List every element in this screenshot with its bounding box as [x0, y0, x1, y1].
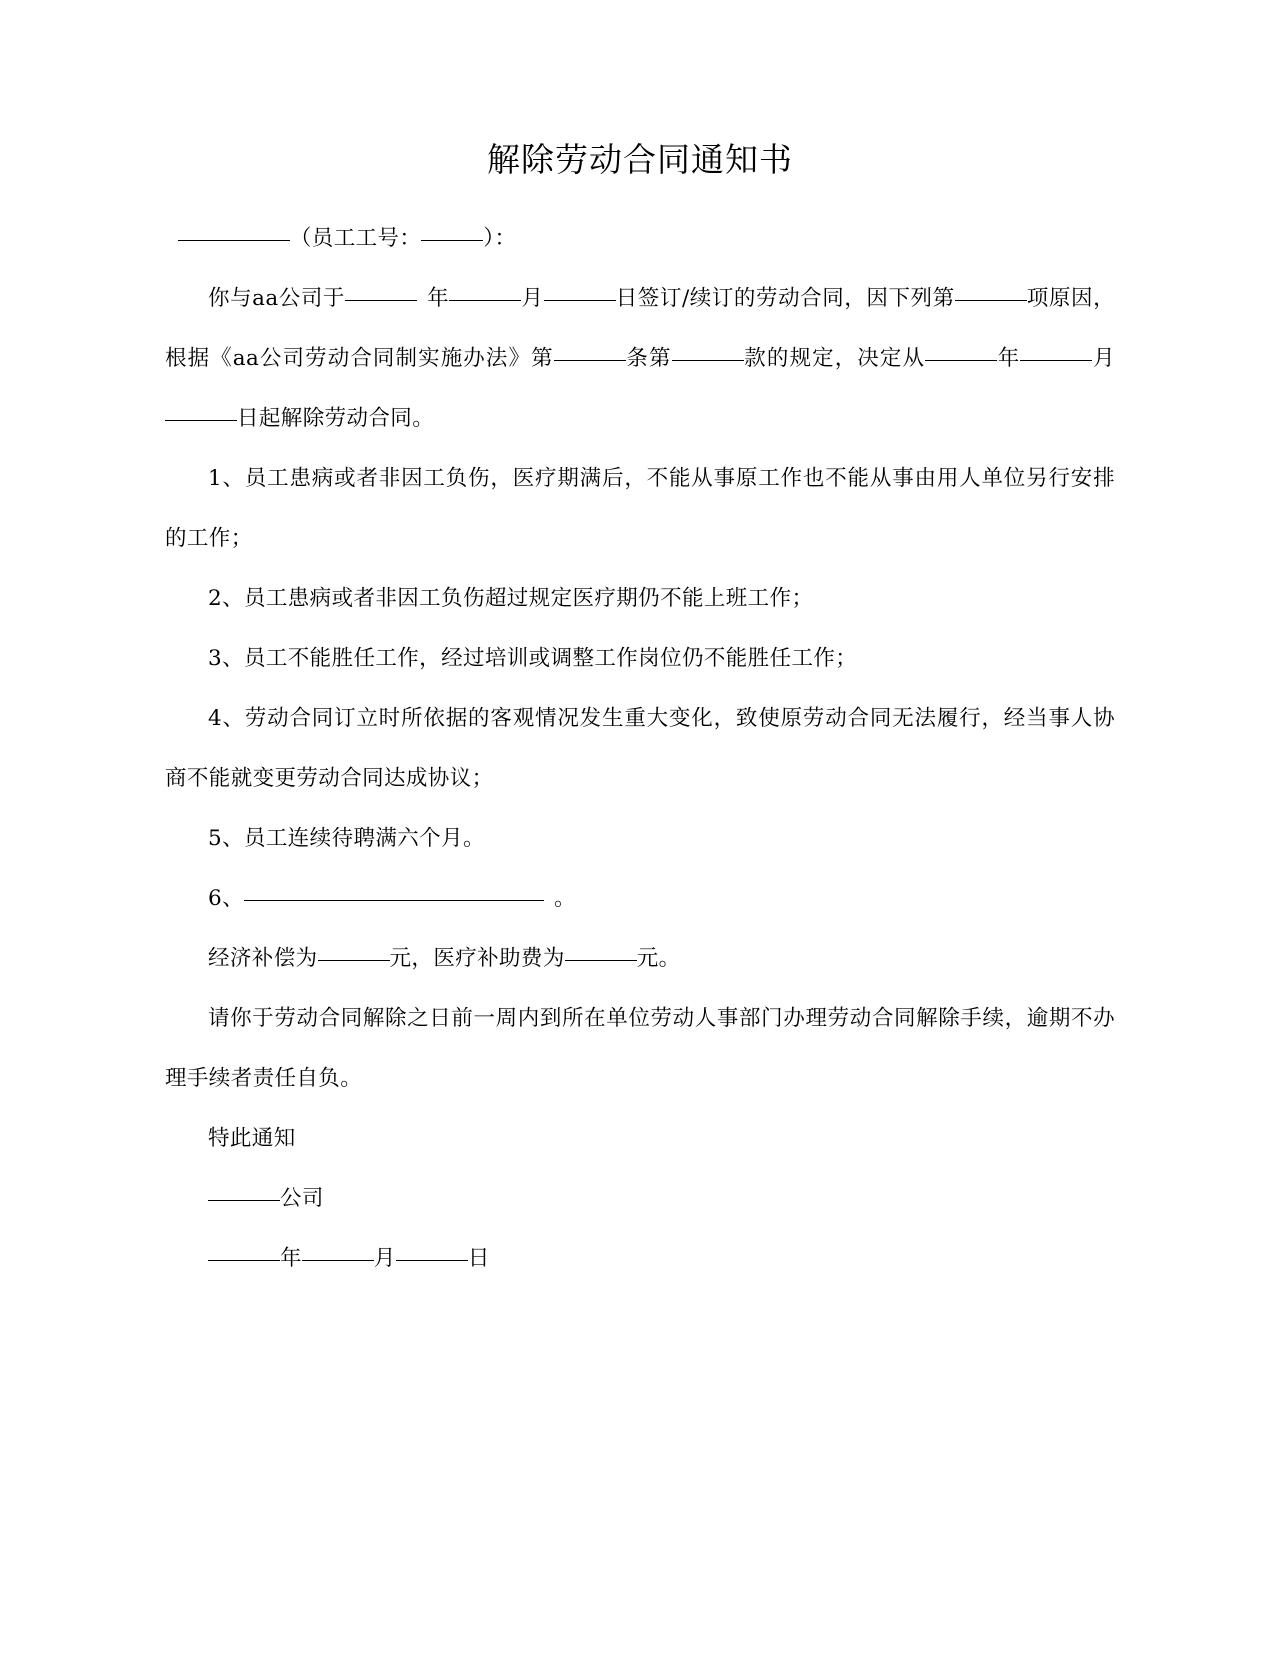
reason-item-3 [165, 629, 1115, 689]
intro-seg-8: 年 [997, 345, 1021, 371]
reason-number-6: 6、 [208, 885, 244, 911]
intro-seg-9: 月 [1092, 345, 1115, 371]
intro-seg-3: 月 [521, 285, 544, 311]
clause-number-blank[interactable] [672, 360, 744, 361]
company-signature-line [165, 1169, 1115, 1229]
intro-seg-4: 日签订/续订的劳动合同，因下列第 [615, 285, 955, 311]
intro-seg-10: 日起解除劳动合同。 [237, 405, 435, 431]
medical-subsidy-blank[interactable] [565, 960, 637, 961]
contract-month-blank[interactable] [449, 300, 521, 301]
compensation-line [165, 929, 1115, 989]
terminate-year-blank[interactable] [925, 360, 997, 361]
reason-text-3: 员工不能胜任工作，经过培训或调整工作岗位仍不能胜任工作； [243, 645, 858, 671]
compensation-seg-1: 经济补偿为 [208, 945, 318, 971]
reason-item-5 [165, 809, 1115, 869]
signature-day-label: 日 [467, 1245, 490, 1271]
signature-date-line [165, 1229, 1115, 1289]
company-name-blank[interactable] [208, 1200, 280, 1201]
company-suffix: 公司 [280, 1185, 324, 1211]
contract-day-blank[interactable] [544, 300, 616, 301]
reason-item-2 [165, 569, 1115, 629]
reason-6-blank[interactable] [244, 900, 544, 901]
intro-seg-6: 条第 [625, 345, 672, 371]
compensation-seg-3: 元。 [636, 945, 681, 971]
signature-month-blank[interactable] [302, 1260, 374, 1261]
terminate-month-blank[interactable] [1020, 360, 1092, 361]
instruction-paragraph: 请你于劳动合同解除之日前一周内到所在单位劳动人事部门办理劳动合同解除手续，逾期不办理手续者责任自负。 [165, 1005, 1115, 1091]
reason-number-1: 1、 [208, 465, 245, 491]
employee-id-label-open: （员工工号： [289, 225, 422, 251]
intro-paragraph [165, 269, 1115, 449]
reason-number-2: 2、 [208, 585, 244, 611]
reason-text-1: 员工患病或者非因工负伤，医疗期满后，不能从事原工作也不能从事由用人单位另行安排的工作； [165, 465, 1115, 551]
reason-text-6: 。 [553, 885, 576, 911]
reason-item-6 [165, 869, 1115, 929]
addressee-line [165, 209, 1115, 269]
reason-item-blank[interactable] [955, 300, 1027, 301]
signature-day-blank[interactable] [396, 1260, 468, 1261]
closing-note: 特此通知 [208, 1125, 296, 1151]
reason-number-4: 4、 [208, 705, 245, 731]
document-body [165, 209, 1115, 1289]
contract-year-blank[interactable] [345, 300, 417, 301]
compensation-seg-2: 元，医疗补助费为 [389, 945, 565, 971]
employee-id-blank[interactable] [421, 240, 483, 241]
signature-month-label: 月 [373, 1245, 396, 1271]
terminate-day-blank[interactable] [165, 420, 237, 421]
intro-seg-5: 项原因，根据《aa公司劳动合同制实施办法》第 [165, 285, 1115, 371]
reason-text-4: 劳动合同订立时所依据的客观情况发生重大变化，致使原劳动合同无法履行，经当事人协商不能就变更劳动合同达成协议； [165, 705, 1115, 791]
reason-number-3: 3、 [208, 645, 244, 671]
compensation-amount-blank[interactable] [318, 960, 390, 961]
reason-text-2: 员工患病或者非因工负伤超过规定医疗期仍不能上班工作； [243, 585, 814, 611]
reason-item-4 [165, 689, 1115, 809]
signature-year-blank[interactable] [208, 1260, 280, 1261]
signature-year-label: 年 [280, 1245, 302, 1271]
intro-seg-7: 款的规定，决定从 [743, 345, 926, 371]
intro-seg-1: 你与aa公司于 [208, 285, 345, 311]
reason-item-1 [165, 449, 1115, 569]
reason-text-5: 员工连续待聘满六个月。 [243, 825, 485, 851]
employee-id-label-close: ）： [483, 225, 517, 251]
intro-seg-2: 年 [427, 285, 450, 311]
employee-name-blank[interactable] [178, 240, 290, 241]
article-number-blank[interactable] [554, 360, 626, 361]
reason-number-5: 5、 [208, 825, 244, 851]
page-title: 解除劳动合同通知书 [487, 140, 793, 179]
